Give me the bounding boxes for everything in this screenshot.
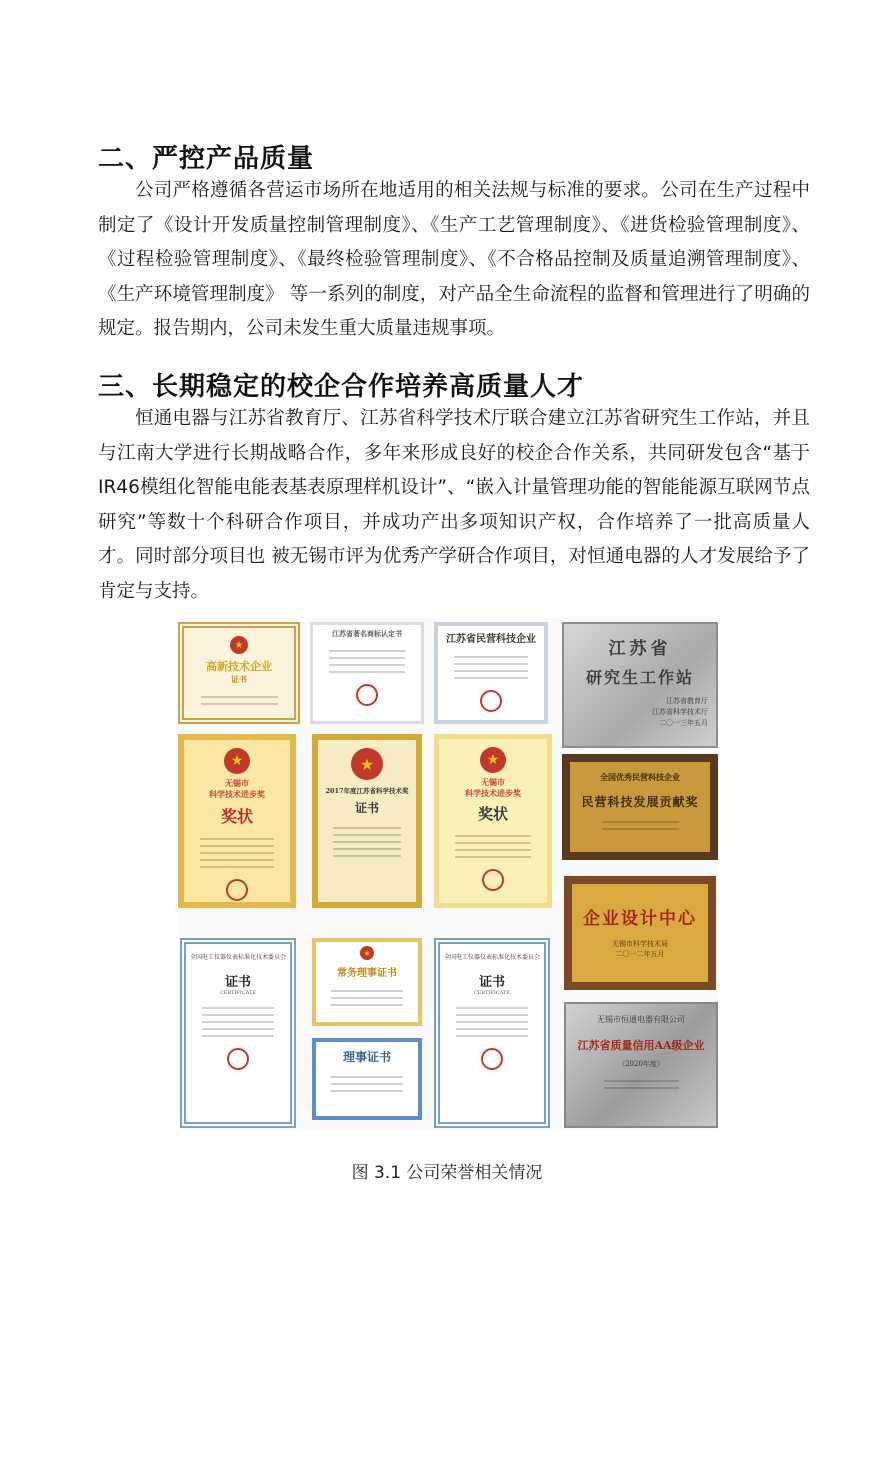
figure-caption: 图 3.1 公司荣誉相关情况 [351, 1163, 543, 1183]
cert-title: 江苏省著名商标认定书 [332, 629, 402, 638]
emblem-icon: ★ [360, 946, 374, 960]
cert-title: 奖状 [477, 805, 508, 823]
executive-director-certificate [312, 938, 422, 1026]
cert-header: 全国电工仪器仪表标准化技术委员会 [443, 954, 540, 961]
wuxi-sci-tech-award-2 [434, 734, 552, 908]
enterprise-design-center-plaque [564, 876, 716, 990]
seal-icon [226, 879, 248, 901]
cert-text-lines [331, 1071, 402, 1097]
section-2-paragraph [98, 174, 810, 347]
cert-line-2: 科学技术进步奖 [465, 788, 521, 798]
cert-text-lines [456, 1002, 529, 1042]
famous-trademark-certificate [310, 622, 424, 724]
section-2-heading: 二、严控产品质量 [98, 144, 315, 174]
cert-title: 江苏省民营科技企业 [446, 634, 536, 645]
plaque-date: 二〇一三年五月 [659, 719, 708, 727]
cert-text-lines [329, 645, 405, 678]
graduate-workstation-plaque [562, 622, 718, 748]
cert-text-lines [331, 985, 402, 1011]
seal-icon [356, 684, 378, 706]
plaque-company: 无锡市恒通电器有限公司 [597, 1015, 685, 1024]
private-tech-contribution-plaque [562, 754, 718, 860]
cert-text-lines [200, 833, 274, 873]
jiangsu-sci-tech-award-2017 [312, 734, 422, 908]
cert-title: 理事证书 [342, 1050, 391, 1064]
private-tech-enterprise-certificate [434, 622, 548, 724]
emblem-icon: ★ [230, 636, 248, 654]
emblem-icon: ★ [224, 748, 250, 774]
section-3-text: 恒通电器与江苏省教育厅、江苏省科学技术厅联合建立江苏省研究生工作站，并且与江南大学进行长期战略合作，多年来形成良好的校企合作关系，共同研发包含“基于IR46模组化智能电能表基表原理样机设计”、“嵌入计量管理功能的智能能源互联网节点研究”等数十个科研合作项目，并成功产出多项知识产权，合作培养了一批高质量人才。同时部分项目也 被无锡市评为优秀产学研合作项目，对恒通电器的人才发展给予了肯定与支持。 [98, 408, 810, 602]
section-3-paragraph [98, 402, 810, 609]
cert-title: 奖状 [220, 807, 253, 826]
cert-title: 证书 [224, 975, 251, 990]
cert-title: 常务理事证书 [337, 968, 397, 979]
plaque-title: 江苏省质量信用AA级企业 [577, 1039, 705, 1052]
plaque-year: （2020年度） [618, 1060, 664, 1068]
plaque-title: 企业设计中心 [583, 909, 697, 929]
cert-line-1: 2017年度江苏省科学技术奖 [325, 787, 409, 795]
cert-text-lines [202, 1002, 275, 1042]
cert-line-1: 无锡市 [481, 777, 505, 787]
emblem-icon: ★ [480, 747, 506, 773]
plaque-line-2: 研究生工作站 [585, 668, 694, 687]
cert-subtitle: 证书 [231, 674, 247, 684]
cert-text-lines [454, 651, 528, 684]
cert-header: 全国电工仪器仪表标准化技术委员会 [189, 954, 286, 961]
cert-text-lines [201, 691, 278, 710]
plaque-date: 二〇一二年五月 [615, 950, 665, 958]
plaque-issuer-2: 江苏省科学技术厅 [652, 708, 708, 716]
plaque-text-lines [602, 816, 679, 835]
seal-icon [482, 869, 504, 891]
seal-icon [227, 1048, 249, 1070]
plaque-line-1: 全国优秀民营科技企业 [600, 772, 680, 782]
cert-title: 高新技术企业 [206, 660, 272, 673]
cert-line-2: 科学技术进步奖 [209, 789, 265, 799]
national-emblem-icon: ★ [351, 748, 383, 780]
cert-title: 证书 [478, 975, 505, 990]
wuxi-sci-tech-award-1 [178, 734, 296, 908]
standardization-committee-certificate-2 [434, 938, 550, 1128]
cert-title: 证书 [354, 801, 379, 815]
plaque-title: 民营科技发展贡献奖 [581, 795, 699, 809]
high-tech-enterprise-certificate [178, 622, 300, 724]
seal-icon [481, 1048, 503, 1070]
director-certificate [312, 1038, 422, 1120]
plaque-text-lines [604, 1075, 679, 1094]
section-3-heading: 三、长期稳定的校企合作培养高质量人才 [98, 372, 585, 402]
plaque-issuer: 无锡市科学技术局 [612, 940, 668, 948]
cert-title-en: CERTIFICATE [473, 990, 511, 996]
seal-icon [480, 690, 502, 712]
cert-text-lines [455, 830, 531, 863]
cert-line-1: 无锡市 [225, 778, 249, 788]
quality-credit-aa-plaque [564, 1002, 718, 1128]
cert-title-en: CERTIFICATE [219, 990, 257, 996]
plaque-line-1: 江苏省 [608, 639, 672, 659]
honors-figure [178, 618, 718, 1130]
cert-text-lines [333, 822, 402, 862]
plaque-issuer-1: 江苏省教育厅 [666, 697, 708, 705]
section-2-text: 公司严格遵循各营运市场所在地适用的相关法规与标准的要求。公司在生产过程中制定了《设计开发质量控制管理制度》、《生产工艺管理制度》、《进货检验管理制度》、《过程检验管理制度》、《最终检验管理制度》、《不合格品控制及质量追溯管理制度》、《生产环境管理制度》 等一系列的制度，对产品全生命流程的监督和管理进行了明确的规定。报告期内，公司未发生重大质量违规事项。 [98, 180, 810, 339]
standardization-committee-certificate-1 [180, 938, 296, 1128]
